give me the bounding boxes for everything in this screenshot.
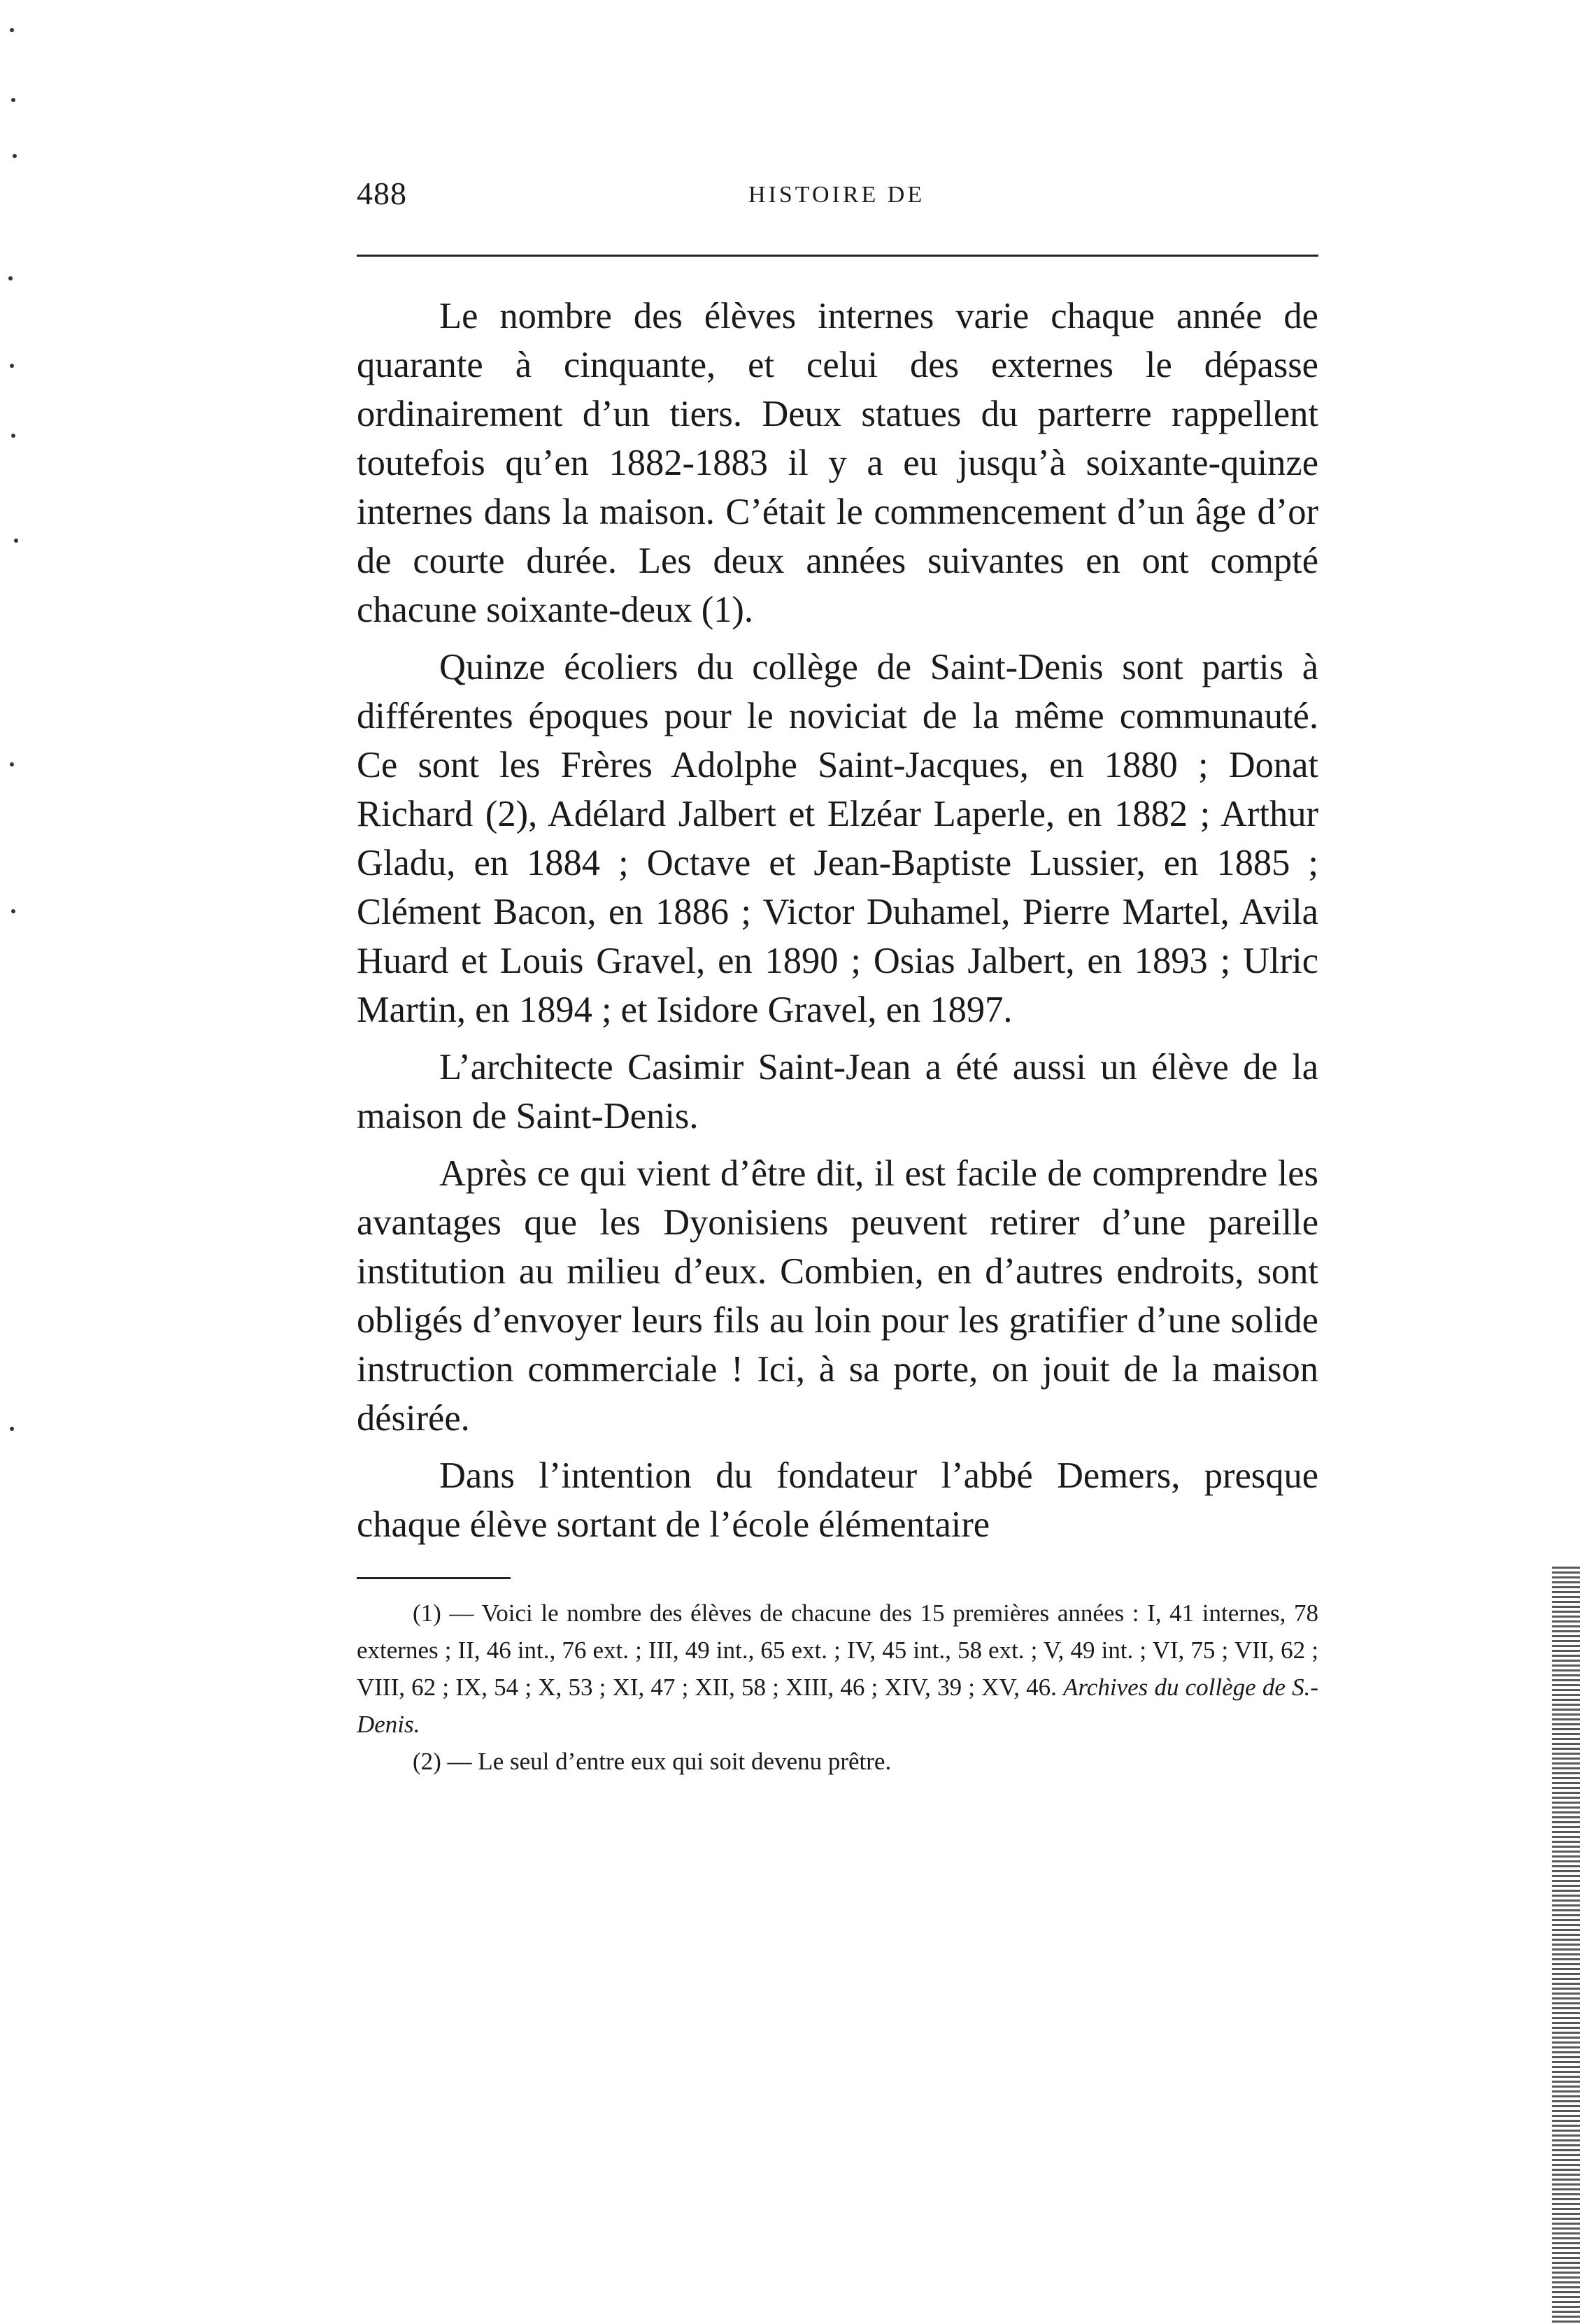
paragraph: Après ce qui vient d’être dit, il est facile de comprendre les avantages que les Dyonisiens peuvent retirer d’une pareille institution au milieu d’eux. Combien, en d’autres endroits, sont obligés d’envoyer leurs fils au loin pour les gratifier d’une solide instruction commerciale ! Ici, à sa porte, on jouit de la maison désirée. bbox=[357, 1153, 1318, 1439]
paragraph: Quinze écoliers du collège de Saint-Denis sont partis à différentes époques pour le noviciat de la même communauté. Ce sont les Frères Adolphe Saint-Jacques, en 1880 ; Donat Richard (2), Adélard Jalbert et Elzéar Laperle, en 1882 ; Arthur Gladu, en 1884 ; Octave et Jean-Baptiste Lussier, en 1885 ; Clément Bacon, en 1886 ; Victor Duhamel, Pierre Martel, Avila Huard et Louis Gravel, en 1890 ; Osias Jalbert, en 1893 ; Ulric Martin, en 1894 ; et Isidore Gravel, en 1897. bbox=[357, 647, 1318, 1030]
running-header bbox=[357, 175, 1318, 218]
footnote-2: (2) — Le seul d’entre eux qui soit devenu prêtre. bbox=[413, 1748, 892, 1775]
header-rule bbox=[357, 255, 1318, 257]
paragraph: Dans l’intention du fondateur l’abbé Demers, presque chaque élève sortant de l’école élémentaire bbox=[357, 1455, 1318, 1545]
footnote-1-text: (1) — Voici le nombre des élèves de chacune des 15 premières années : I, 41 internes, 78 externes ; II, 46 int., 76 ext. ; III, 49 int., 65 ext. ; IV, 45 int., 58 ext. ; V, 49 int. ; VI, 75 ; VII, 62 ; VIII, 62 ; IX, 54 ; X, 53 ; XI, 47 ; XII, 58 ; XIII, 46 ; XIV, 39 ; XV, 46. bbox=[357, 1599, 1318, 1701]
left-margin-specks bbox=[0, 0, 28, 2324]
footnote-1-source: Archives du collège de S.-Denis. bbox=[357, 1674, 1319, 1738]
footnotes bbox=[357, 1595, 1318, 1780]
page-edge-scan-artifact bbox=[1552, 1567, 1580, 2324]
footnote-rule bbox=[357, 1577, 511, 1579]
running-title: HISTOIRE DE bbox=[748, 182, 925, 208]
book-page bbox=[357, 175, 1318, 1780]
body-text bbox=[357, 292, 1318, 1549]
paragraph: L’architecte Casimir Saint-Jean a été aussi un élève de la maison de Saint-Denis. bbox=[357, 1047, 1318, 1136]
footnote-1 bbox=[357, 1595, 1318, 1743]
page-number: 488 bbox=[357, 176, 407, 211]
paragraph: Le nombre des élèves internes varie chaque année de quarante à cinquante, et celui des externes le dépasse ordinairement d’un tiers. Deux statues du parterre rappellent toutefois qu’en 1882-1883 il y a eu jusqu’à soixante-quinze internes dans la maison. C’était le commencement d’un âge d’or de courte durée. Les deux années suivantes en ont compté chacune soixante-deux (1). bbox=[357, 296, 1318, 630]
